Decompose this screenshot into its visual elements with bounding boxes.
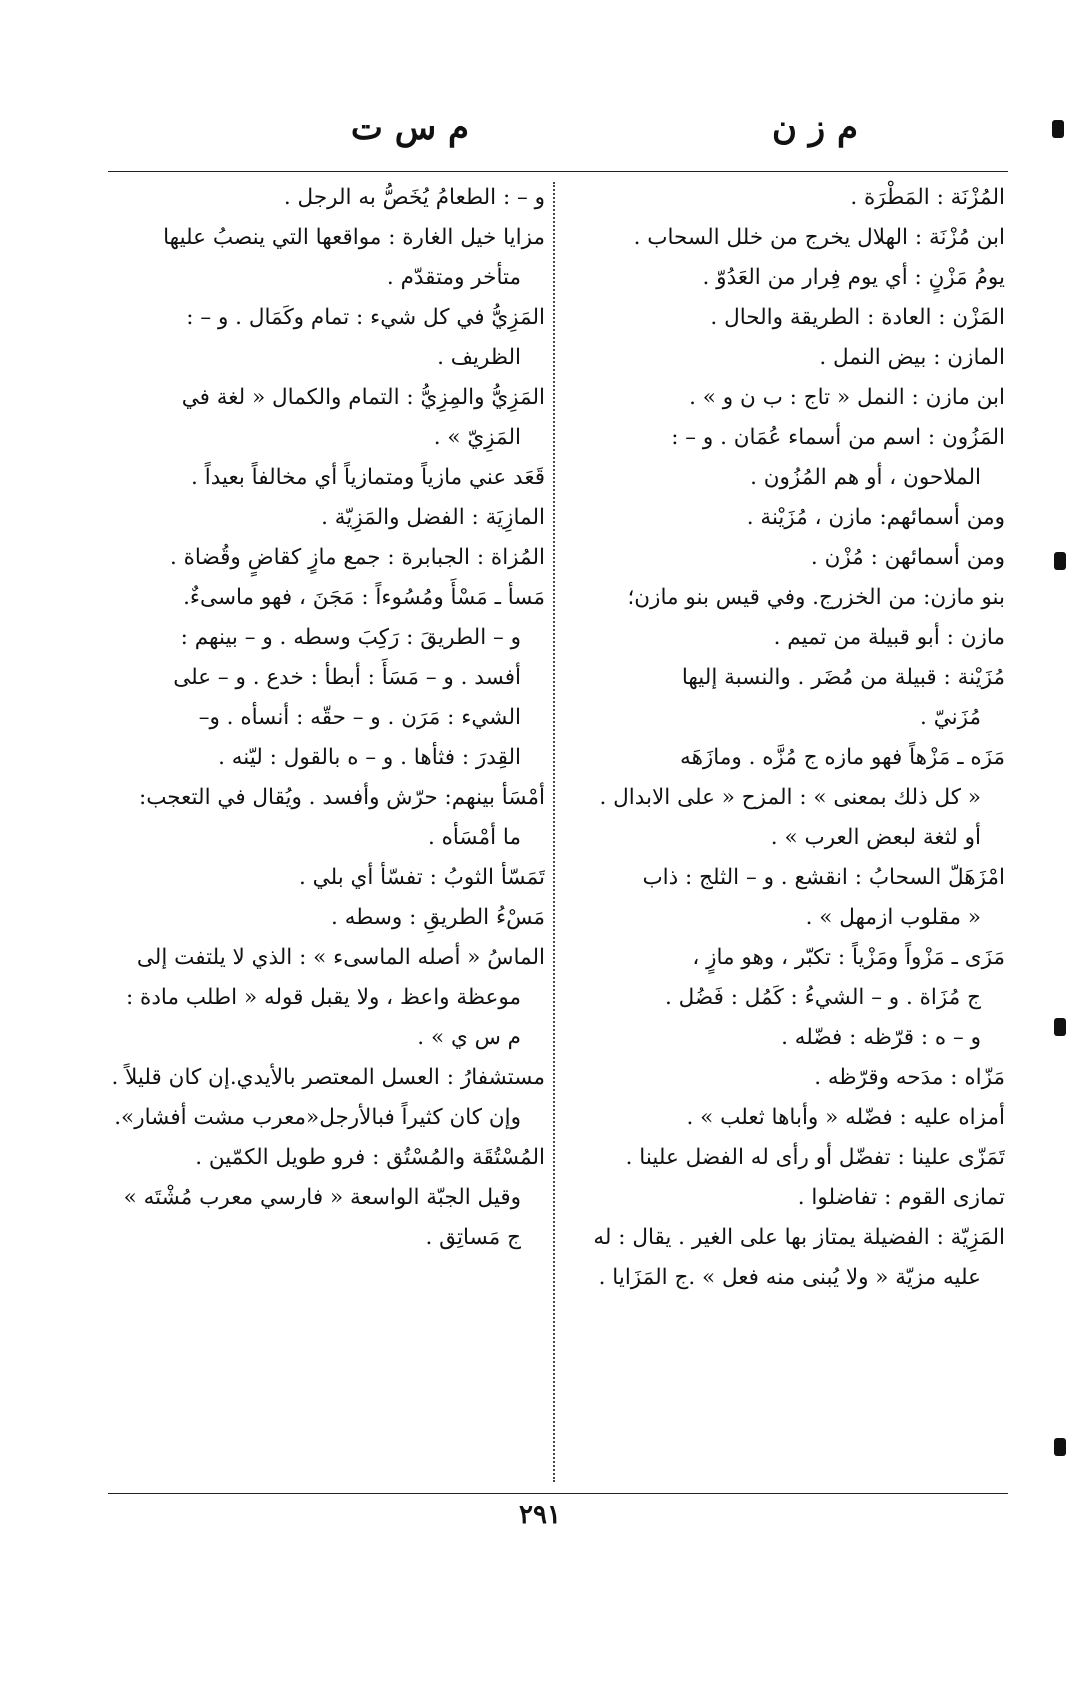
text-line: المَزُون : اسم من أسماء عُمَان . و – : [671,425,1005,450]
text-line: ابن مُزْنَة : الهلال يخرج من خلل السحاب . [633,225,1005,250]
left-column [108,178,545,1258]
right-column [568,178,1005,1298]
text-line: المَزِيُّ والمِزِيُّ : التمام والكمال « لغة في [181,385,545,410]
text-line: أفسد . و – مَسَأً : أبطأ : خدع . و – على [173,665,521,690]
text-line: مَزَى ـ مَزْواً ومَزْياً : تكبّر ، وهو مازٍ ، [692,945,1005,970]
text-line: الملاحون ، أو هم المُزُون . [750,465,981,490]
text-line: الماسُ « أصله الماسىء » : الذي لا يلتفت إلى [136,945,545,970]
text-line: المازِيَة : الفضل والمَزِيّة . [321,505,545,530]
text-line: وقيل الجبّة الواسعة « فارسي معرب مُشْتَه » [123,1185,521,1210]
margin-mark [1054,552,1066,570]
text-line: مُزَنيّ . [920,705,981,730]
text-line: القِدرَ : فثأها . و – ه بالقول : ليّنه . [218,745,521,770]
text-line: أمْسَأ بينهم: حرّش وأفسد . ويُقال في التعجب: [138,785,545,810]
text-line: المَزِيُّ في كل شيء : تمام وكَمَال . و – : [186,305,545,330]
text-line: امْزَهَلّ السحابُ : انقشع . و – الثلج : ذاب [642,865,1005,890]
text-line: م س ي » . [417,1025,521,1050]
text-line: مَزَه ـ مَزْهاً فهو مازه ج مُزَّه . ومازَهَه [680,745,1005,770]
margin-mark [1054,1018,1066,1036]
text-line: الظريف . [437,345,521,370]
text-line: المُسْتُقَة والمُسْتُق : فرو طويل الكمّين . [195,1145,545,1170]
text-line: تَمَسّأ الثوبُ : تفسّأ أي بلي . [298,865,545,890]
text-line: « كل ذلك بمعنى » : المزح « على الابدال . [599,785,981,810]
text-line: المَزِيّة : الفضيلة يمتاز بها على الغير . يقال : له [593,1225,1005,1250]
text-line: تَمَزّى علينا : تفضّل أو رأى له الفضل علينا . [625,1145,1005,1170]
text-line: الشيء : مَرَن . و – حقّه : أنسأه . و– [198,705,521,730]
text-line: مَسأ ـ مَسْأً ومُسُوءاً : مَجَنَ ، فهو ماسىءٌ. [183,585,545,610]
text-line: ومن أسمائهن : مُزْن . [810,545,1005,570]
top-rule [108,171,1008,172]
text-line: المَزِيّ » . [433,425,521,450]
text-line: مستشفارُ : العسل المعتصر بالأيدي.إن كان قليلاً . [111,1065,545,1090]
margin-mark [1052,120,1064,138]
text-line: المُزْنَة : المَطْرَة . [850,185,1005,210]
text-line: أمزاه عليه : فضّله « وأباها ثعلب » . [686,1105,1005,1130]
margin-mark [1054,1438,1066,1456]
text-line: المُزاة : الجبابرة : جمع مازٍ كقاضٍ وقُضاة . [170,545,545,570]
text-line: المَزْن : العادة : الطريقة والحال . [710,305,1005,330]
text-line: مُزَيْنة : قبيلة من مُضَر . والنسبة إليها [681,665,1005,690]
column-divider [553,182,555,1482]
text-line: مَسْءُ الطريقِ : وسطه . [331,905,545,930]
text-line: يومُ مَزْنٍ : أي يوم فِرار من العَدُوّ . [702,265,1005,290]
text-line: بنو مازن: من الخزرج. وفي قيس بنو مازن؛ [627,585,1005,610]
header-root-left: م س ت [350,108,470,148]
text-line: موعظة واعظ ، ولا يقبل قوله « اطلب مادة : [125,985,521,1010]
text-line: تمازى القوم : تفاضلوا . [797,1185,1005,1210]
text-line: أو لثغة لبعض العرب » . [770,825,981,850]
text-line: ما أمْسَأه . [427,825,521,850]
text-line: مَزّاه : مدَحه وقرّظه . [814,1065,1005,1090]
bottom-rule [108,1493,1008,1494]
text-line: و – ه : قرّظه : فضّله . [781,1025,981,1050]
text-line: ومن أسمائهم: مازن ، مُزَيْنة . [746,505,1005,530]
header-root-right: م ز ن [771,108,859,148]
text-line: « مقلوب ازمهل » . [805,905,981,930]
page-number: ٢٩١ [519,1500,561,1530]
text-line: و – الطريقَ : رَكِبَ وسطه . و – بينهم : [180,625,521,650]
text-line: متأخر ومتقدّم . [386,265,521,290]
text-line: قَعَد عني مازياً ومتمازياً أي مخالفاً بعيداً . [191,465,545,490]
text-line: مازن : أبو قبيلة من تميم . [773,625,1005,650]
text-line: عليه مزيّة « ولا يُبنى منه فعل » .ج المَزَايا . [598,1265,981,1290]
text-line: المازن : بيض النمل . [819,345,1005,370]
text-line: ج مَساتِق . [425,1225,521,1250]
text-line: وإن كان كثيراً فبالأرجل«معرب مشت أفشار». [114,1105,521,1130]
text-line: و – : الطعامُ يُخَصُّ به الرجل . [283,185,545,210]
text-line: ج مُزَاة . و – الشيءُ : كَمُل : فَضُل . [664,985,981,1010]
text-line: مزايا خيل الغارة : مواقعها التي ينصبُ عليها [163,225,545,250]
text-line: ابن مازن : النمل « تاج : ب ن و » . [689,385,1005,410]
